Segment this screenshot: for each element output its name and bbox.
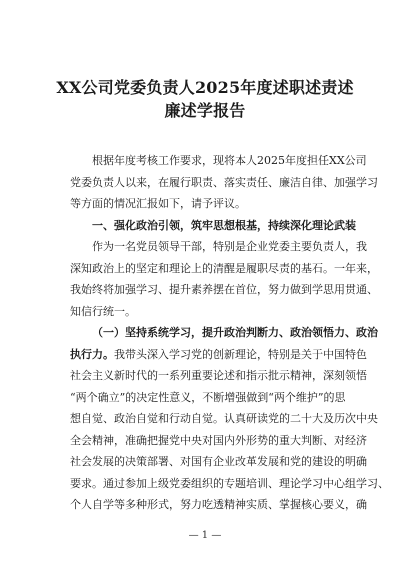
document-body — [70, 150, 389, 516]
body-line: “两个确立”的决定性意义，不断增强做到“两个维护”的思 — [70, 390, 346, 404]
title-line-1: XX公司党委负责人2025年度述职述责述 — [56, 78, 354, 97]
body-line: 想自觉、政治自觉和行动自觉。认真研读党的二十大及历次中央 — [70, 412, 378, 425]
body-line — [70, 344, 367, 366]
document-title — [40, 76, 370, 122]
body-line: 个人自学等多种形式，努力吃透精神实质、掌握核心要义，确 — [70, 498, 367, 511]
body-line: 等方面的情况汇报如下，请予评议。 — [70, 197, 246, 210]
body-line: 我始终将加强学习、提升素养摆在首位，努力做到学思用贯通、 — [70, 283, 378, 296]
page-number: — 1 — — [188, 530, 222, 541]
section-heading: 一、强化政治引领，筑牢思想根基，持续深化理论武装 — [92, 218, 356, 232]
body-line: 要求。通过参加上级党委组织的专题培训、理论学习中心组学习、 — [70, 476, 389, 490]
body-line: 深知政治上的坚定和理论上的清醒是履职尽责的基石。一年来， — [70, 261, 378, 275]
subsection-heading-tail: 执行力。 — [70, 347, 114, 361]
subsection-heading: （一）坚持系统学习，提升政治判断力、政治领悟力、政治 — [92, 326, 378, 339]
body-line: 作为一名党员领导干部，特别是企业党委主要负责人，我 — [92, 240, 367, 253]
body-line: 社会发展的决策部署、对国有企业改革发展和党的建设的明确 — [70, 455, 367, 468]
body-line: 全会精神，准确把握党中央对国内外形势的重大判断、对经济 — [70, 433, 367, 447]
body-line: 知信行统一。 — [70, 304, 136, 318]
title-line-2: 廉述学报告 — [164, 101, 246, 120]
body-line: 根据年度考核工作要求，现将本人2025年度担任XX公司 — [92, 154, 367, 167]
body-line: 党委负责人以来，在履行职责、落实责任、廉洁自律、加强学习 — [70, 175, 378, 189]
body-line-rest: 我带头深入学习党的创新理论，特别是关于中国特色 — [114, 347, 367, 361]
body-line: 社会主义新时代的一系列重要论述和指示批示精神，深刻领悟 — [70, 369, 367, 382]
